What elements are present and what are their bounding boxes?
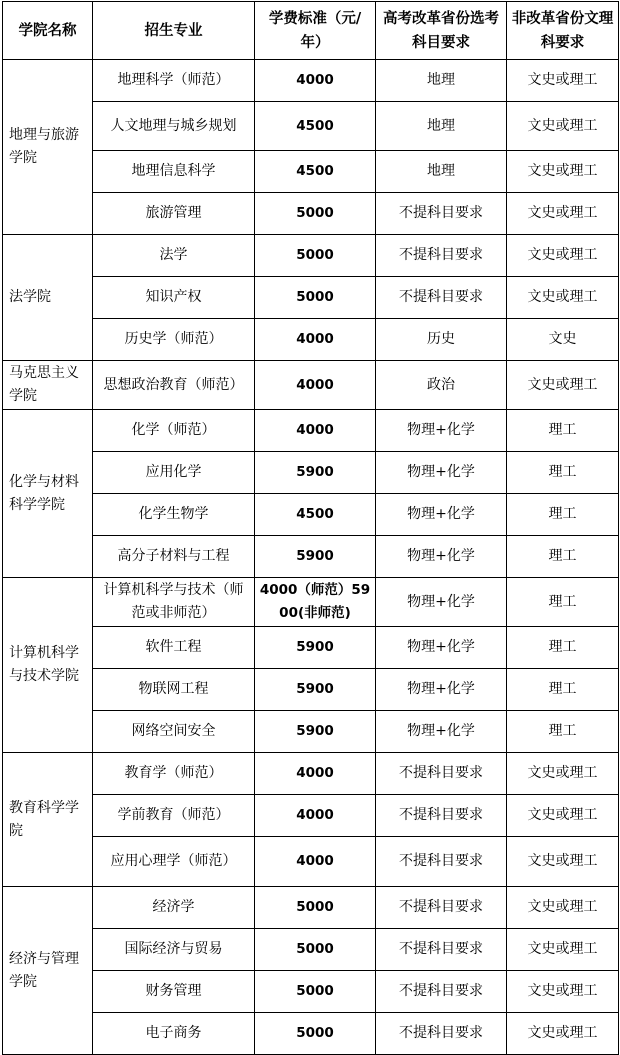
nonreform-cell: 文史或理工 [507,60,619,102]
nonreform-cell: 文史或理工 [507,929,619,971]
nonreform-cell: 理工 [507,410,619,452]
fee-cell: 5000 [255,887,376,929]
fee-cell: 4000（师范）5900(非师范) [255,578,376,627]
fee-cell: 5000 [255,277,376,319]
fee-cell: 4000 [255,361,376,410]
fee-cell: 5900 [255,452,376,494]
table-row [3,410,619,452]
table-row [3,536,619,578]
college-name: 教育科学学院 [3,753,93,887]
table-row [3,887,619,929]
major-cell: 教育学（师范） [93,753,255,795]
nonreform-cell: 理工 [507,452,619,494]
reform-cell: 不提科目要求 [376,193,507,235]
reform-cell: 地理 [376,102,507,151]
nonreform-cell: 文史或理工 [507,102,619,151]
table-row [3,452,619,494]
major-cell: 思想政治教育（师范） [93,361,255,410]
major-cell: 财务管理 [93,971,255,1013]
nonreform-cell: 理工 [507,669,619,711]
reform-cell: 历史 [376,319,507,361]
major-cell: 网络空间安全 [93,711,255,753]
major-cell: 人文地理与城乡规划 [93,102,255,151]
reform-cell: 不提科目要求 [376,887,507,929]
reform-cell: 不提科目要求 [376,837,507,887]
major-cell: 高分子材料与工程 [93,536,255,578]
table-row [3,837,619,887]
reform-cell: 物理+化学 [376,669,507,711]
fee-cell: 5900 [255,627,376,669]
table-row [3,494,619,536]
reform-cell: 物理+化学 [376,536,507,578]
nonreform-cell: 文史或理工 [507,837,619,887]
table-row [3,235,619,277]
reform-cell: 物理+化学 [376,627,507,669]
reform-cell: 物理+化学 [376,452,507,494]
header-major: 招生专业 [93,2,255,60]
fee-cell: 5000 [255,193,376,235]
header-reform-subjects: 高考改革省份选考科目要求 [376,2,507,60]
major-cell: 应用化学 [93,452,255,494]
college-name: 化学与材料科学学院 [3,410,93,578]
major-cell: 物联网工程 [93,669,255,711]
table-row [3,627,619,669]
nonreform-cell: 文史或理工 [507,887,619,929]
reform-cell: 不提科目要求 [376,929,507,971]
table-row [3,711,619,753]
nonreform-cell: 文史或理工 [507,795,619,837]
major-cell: 学前教育（师范） [93,795,255,837]
table-row [3,277,619,319]
nonreform-cell: 文史或理工 [507,753,619,795]
fee-cell: 5000 [255,235,376,277]
nonreform-cell: 文史 [507,319,619,361]
header-college: 学院名称 [3,2,93,60]
table-row [3,795,619,837]
major-cell: 知识产权 [93,277,255,319]
fee-cell: 4500 [255,102,376,151]
fee-cell: 4000 [255,795,376,837]
major-cell: 法学 [93,235,255,277]
nonreform-cell: 文史或理工 [507,971,619,1013]
fee-cell: 5000 [255,929,376,971]
reform-cell: 物理+化学 [376,494,507,536]
reform-cell: 不提科目要求 [376,753,507,795]
fee-cell: 4500 [255,494,376,536]
major-cell: 历史学（师范） [93,319,255,361]
reform-cell: 物理+化学 [376,410,507,452]
table-row [3,669,619,711]
table-row [3,753,619,795]
header-row [3,2,619,60]
nonreform-cell: 文史或理工 [507,193,619,235]
nonreform-cell: 文史或理工 [507,235,619,277]
table-row [3,1013,619,1055]
college-name: 经济与管理学院 [3,887,93,1055]
major-cell: 地理科学（师范） [93,60,255,102]
table-row [3,929,619,971]
fee-cell: 4000 [255,319,376,361]
reform-cell: 物理+化学 [376,711,507,753]
fee-cell: 5000 [255,1013,376,1055]
table-row [3,971,619,1013]
major-cell: 计算机科学与技术（师范或非师范） [93,578,255,627]
major-cell: 地理信息科学 [93,151,255,193]
college-name: 法学院 [3,235,93,361]
nonreform-cell: 理工 [507,627,619,669]
major-cell: 应用心理学（师范） [93,837,255,887]
nonreform-cell: 理工 [507,494,619,536]
reform-cell: 物理+化学 [376,578,507,627]
fee-cell: 4500 [255,151,376,193]
admissions-table [2,1,619,1055]
major-cell: 国际经济与贸易 [93,929,255,971]
nonreform-cell: 理工 [507,711,619,753]
nonreform-cell: 文史或理工 [507,361,619,410]
fee-cell: 5000 [255,971,376,1013]
reform-cell: 不提科目要求 [376,971,507,1013]
reform-cell: 地理 [376,151,507,193]
major-cell: 经济学 [93,887,255,929]
table-row [3,102,619,151]
major-cell: 旅游管理 [93,193,255,235]
fee-cell: 5900 [255,669,376,711]
header-nonreform-stream: 非改革省份文理科要求 [507,2,619,60]
fee-cell: 4000 [255,837,376,887]
reform-cell: 政治 [376,361,507,410]
college-name: 计算机科学与技术学院 [3,578,93,753]
reform-cell: 不提科目要求 [376,795,507,837]
major-cell: 化学生物学 [93,494,255,536]
nonreform-cell: 理工 [507,578,619,627]
college-name: 地理与旅游学院 [3,60,93,235]
table-row [3,193,619,235]
nonreform-cell: 文史或理工 [507,1013,619,1055]
reform-cell: 不提科目要求 [376,1013,507,1055]
fee-cell: 4000 [255,753,376,795]
reform-cell: 地理 [376,60,507,102]
table-row [3,60,619,102]
nonreform-cell: 文史或理工 [507,151,619,193]
reform-cell: 不提科目要求 [376,277,507,319]
table-row [3,319,619,361]
college-name: 马克思主义学院 [3,361,93,410]
reform-cell: 不提科目要求 [376,235,507,277]
header-fee: 学费标准（元/年） [255,2,376,60]
fee-cell: 4000 [255,410,376,452]
major-cell: 电子商务 [93,1013,255,1055]
table-row [3,578,619,627]
major-cell: 软件工程 [93,627,255,669]
nonreform-cell: 文史或理工 [507,277,619,319]
table-row [3,361,619,410]
fee-cell: 5900 [255,536,376,578]
major-cell: 化学（师范） [93,410,255,452]
nonreform-cell: 理工 [507,536,619,578]
fee-cell: 4000 [255,60,376,102]
table-row [3,151,619,193]
fee-cell: 5900 [255,711,376,753]
